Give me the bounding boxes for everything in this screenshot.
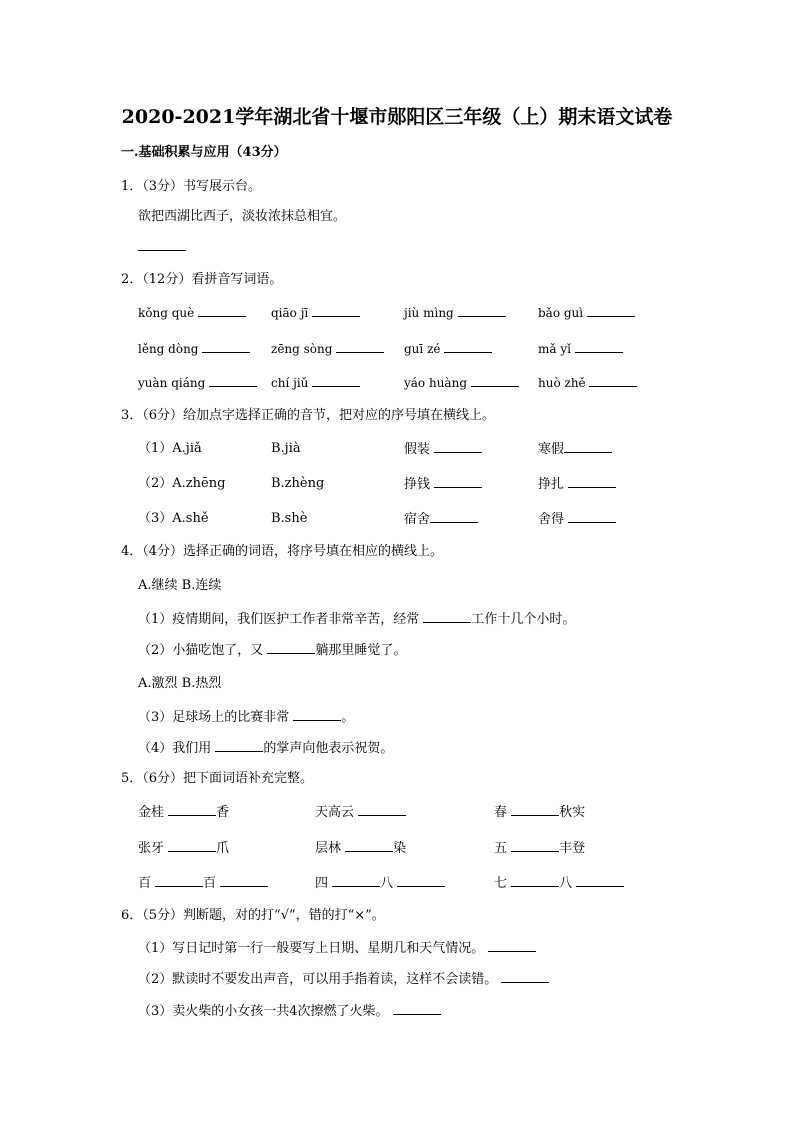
q4-s4-text: （4）我们用 [138,741,216,756]
q6-heading: 6．（5分）判断题，对的打“√”，错的打“×”。 [121,908,385,923]
q3-word: 宿舍 [404,512,431,527]
q3-option-b: B.zhèng [271,476,325,491]
q5-idiom [315,874,445,893]
pinyin-item [271,304,360,322]
blank[interactable] [423,610,471,623]
q3-option-a: （3）A.shě [138,511,209,526]
q6-statement-3 [138,1002,441,1021]
pinyin-text: chí jiǔ [271,376,309,390]
q3-option-a: （1）A.jiǎ [138,441,202,456]
blank[interactable] [202,340,250,353]
q4-s2-rest: 躺那里睡觉了。 [315,643,407,658]
blank[interactable] [397,874,445,887]
q4-heading: 4．（4分）选择正确的词语，将序号填在相应的横线上。 [121,544,444,559]
q5-idiom [494,839,585,858]
q5-idiom [494,874,624,893]
q5-idiom [494,803,585,822]
pinyin-text: qiāo jī [271,306,309,320]
blank[interactable] [393,1002,441,1015]
q4-s2-text: （2）小猫吃饱了，又 [138,643,268,658]
pinyin-text: huò zhě [538,376,586,390]
q3-heading: 3．（6分）给加点字选择正确的音节，把对应的序号填在横线上。 [121,408,496,423]
q4-options-1: A.继续 B.连续 [138,578,222,593]
blank[interactable] [345,839,393,852]
pinyin-item [138,374,257,392]
blank[interactable] [138,238,186,251]
pinyin-item [404,374,519,392]
pinyin-item [138,304,246,322]
idiom-part: 八 [380,876,398,891]
idiom-part: 百 [203,876,221,891]
statement-text: （3）卖火柴的小女孩一共4次擦燃了火柴。 [138,1004,393,1019]
blank[interactable] [215,739,263,752]
idiom-part: 染 [393,841,407,856]
q1-poem: 欲把西湖比西子，淡妆浓抹总相宜。 [138,209,347,224]
blank[interactable] [336,340,384,353]
q1-heading: 1．（3分）书写展示台。 [121,179,262,194]
idiom-part: 爪 [216,841,230,856]
blank[interactable] [155,874,203,887]
q4-s3-text: （3）足球场上的比赛非常 [138,710,294,725]
blank[interactable] [332,874,380,887]
q4-s1-rest: 工作十几个小时。 [471,612,576,627]
blank[interactable] [575,340,623,353]
blank[interactable] [587,304,635,317]
blank[interactable] [267,641,315,654]
blank[interactable] [576,874,624,887]
q5-idiom [138,874,268,893]
blank[interactable] [434,475,482,488]
idiom-part: 丰登 [559,841,586,856]
blank[interactable] [458,304,506,317]
blank[interactable] [168,839,216,852]
idiom-part: 春 [494,805,512,820]
q4-sentence-3 [138,708,354,727]
idiom-part: 百 [138,876,156,891]
idiom-part: 八 [559,876,577,891]
idiom-part: 七 [494,876,512,891]
pinyin-text: mǎ yǐ [538,342,571,356]
blank[interactable] [501,970,549,983]
blank[interactable] [358,803,406,816]
q3-word-item [404,510,478,529]
q3-option-a: （2）A.zhēng [138,476,226,491]
pinyin-text: guī zé [404,342,441,356]
blank[interactable] [488,939,536,952]
q3-word: 寒假 [538,442,565,457]
blank[interactable] [589,374,637,387]
pinyin-item [271,340,384,358]
blank[interactable] [568,475,616,488]
q3-word-item [538,475,616,494]
blank[interactable] [430,510,478,523]
blank[interactable] [198,304,246,317]
pinyin-text: jiù mìng [404,306,454,320]
q4-sentence-4 [138,739,393,758]
pinyin-text: lěng dòng [138,342,199,356]
q4-s3-rest: 。 [341,710,355,725]
q5-idiom [138,803,229,822]
pinyin-text: zēng sòng [271,342,333,356]
q2-heading: 2．（12分）看拼音写词语。 [121,272,283,287]
q4-sentence-1 [138,610,575,629]
statement-text: （1）写日记时第一行一般要写上日期、星期几和天气情况。 [138,941,489,956]
q3-word: 挣钱 [404,477,431,492]
blank[interactable] [220,874,268,887]
q3-word-item [404,475,482,494]
idiom-part: 香 [216,805,230,820]
blank[interactable] [564,440,612,453]
q5-idiom [315,803,406,822]
blank[interactable] [434,440,482,453]
blank[interactable] [511,874,559,887]
pinyin-item [138,340,250,358]
q4-s4-rest: 的掌声向他表示祝贺。 [263,741,394,756]
q3-word: 挣扎 [538,477,565,492]
q5-idiom [315,839,406,858]
q4-s1-text: （1）疫情期间，我们医护工作者非常辛苦，经常 [138,612,424,627]
pinyin-item [538,374,637,392]
q3-word: 舍得 [538,512,565,527]
q3-word-item [538,440,612,459]
q3-option-b: B.jià [271,441,301,456]
idiom-part: 秋实 [559,805,586,820]
blank[interactable] [209,374,257,387]
idiom-part: 天高云 [315,805,359,820]
blank[interactable] [444,340,492,353]
blank[interactable] [511,803,559,816]
section-heading: 一.基础积累与应用（43分） [121,145,287,160]
pinyin-text: kǒng què [138,306,195,320]
blank[interactable] [568,510,616,523]
pinyin-item [538,304,635,322]
blank[interactable] [168,803,216,816]
idiom-part: 四 [315,876,333,891]
pinyin-text: bǎo guì [538,306,584,320]
statement-text: （2）默读时不要发出声音，可以用手指着读，这样不会读错。 [138,972,502,987]
page-title: 2020-2021学年湖北省十堰市郧阳区三年级（上）期末语文试卷 [121,106,673,128]
q3-word: 假装 [404,442,431,457]
q1-answer-blank[interactable] [138,238,186,257]
pinyin-item [538,340,623,358]
pinyin-item [404,304,506,322]
q3-option-b: B.shè [271,511,308,526]
idiom-part: 张牙 [138,841,169,856]
q4-options-2: A.激烈 B.热烈 [138,676,222,691]
blank[interactable] [511,839,559,852]
q6-statement-1 [138,939,536,958]
q3-word-item [404,440,482,459]
idiom-part: 金桂 [138,805,169,820]
pinyin-text: yuàn qiáng [138,376,206,390]
pinyin-item [404,340,492,358]
pinyin-item [271,374,360,392]
q3-word-item [538,510,616,529]
blank[interactable] [312,374,360,387]
q5-idiom [138,839,229,858]
q6-statement-2 [138,970,549,989]
idiom-part: 五 [494,841,512,856]
q5-heading: 5．（6分）把下面词语补充完整。 [121,771,314,786]
idiom-part: 层林 [315,841,346,856]
q4-sentence-2 [138,641,406,660]
blank[interactable] [293,708,341,721]
blank[interactable] [312,304,360,317]
blank[interactable] [471,374,519,387]
pinyin-text: yáo huàng [404,376,467,390]
